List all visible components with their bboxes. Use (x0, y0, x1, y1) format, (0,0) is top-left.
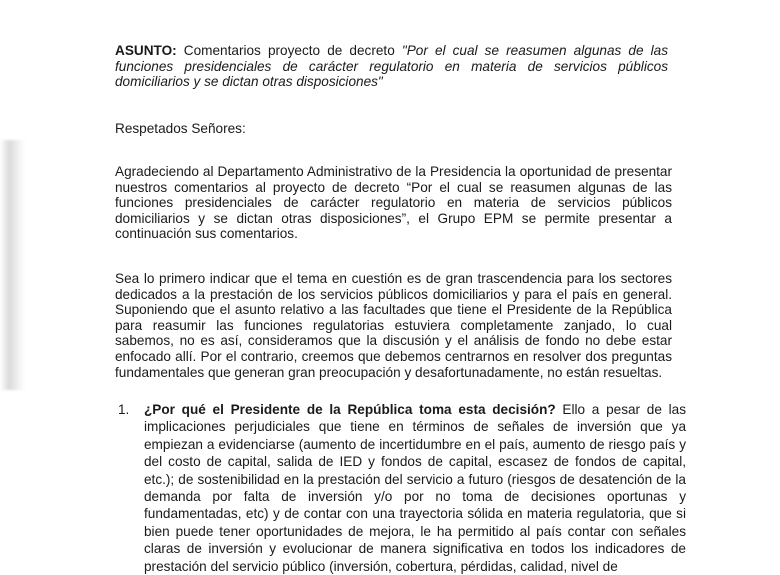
paragraph-intro: Agradeciendo al Departamento Administrativo de la Presidencia la oportunidad de presentar nuestros comentarios al proyecto de decreto “Por el cual se reasumen algunas de las funciones presidenciales de carácter regulatorio en materia de servicios públicos domiciliarios y se dictan otras disposiciones”, el Grupo EPM se permite presentar a continuación sus comentarios. (115, 164, 672, 242)
asunto-label: ASUNTO: (115, 43, 177, 58)
list-item-number: 1. (118, 402, 130, 417)
paragraph-context: Sea lo primero indicar que el tema en cuestión es de gran trascendencia para los sectores dedicados a la prestación de los servicios públicos domiciliarios y para el país en general. Suponiendo que el asunto relativo a las facultades que tiene el Presidente de la República para reasumir las funciones regulatorias estuviera completamente zanjado, lo cual sabemos, no es así, consideramos que la discusión y el análisis de fondo no debe estar enfocado allí. Por el contrario, creemos que debemos centrarnos en resolver dos preguntas fundamentales que generan gran preocupación y desafortunadamente, no están resueltas. (115, 271, 672, 380)
asunto-block (115, 43, 668, 90)
scan-edge-shadow (0, 140, 26, 390)
list-item-text: Ello a pesar de las implicaciones perjudiciales que tiene en términos de señales de inversión que ya empiezan a evidenciarse (aumento de incertidumbre en el país, aumento de riesgo país y del costo de capital, salida de IED y fondos de capital, escasez de fondos de capital, etc.); de sostenibilidad en la prestación del servicio a futuro (riesgos de desatención de la demanda por falta de inversión y/o por no toma de decisiones oportunas y fundamentadas, etc) y de contar con una trayectoria sólida en materia regulatoria, que si bien puede tener oportunidades de mejora, le ha permitido al país contar con señales claras de inversión y evolucionar de manera significativa en todos los indicadores de prestación del servicio público (inversión, cobertura, pérdidas, calidad, nivel de (144, 402, 687, 574)
asunto-quote: "Por el cual se reasumen algunas de las funciones presidenciales de carácter regulatorio en materia de servicios públicos domiciliarios y se dictan otras disposiciones" (115, 43, 669, 90)
list-item-question: ¿Por qué el Presidente de la República toma esta decisión? (144, 402, 556, 417)
asunto-lead: Comentarios proyecto de decreto (183, 43, 395, 58)
salutation: Respetados Señores: (115, 121, 246, 136)
list-item (144, 401, 686, 575)
